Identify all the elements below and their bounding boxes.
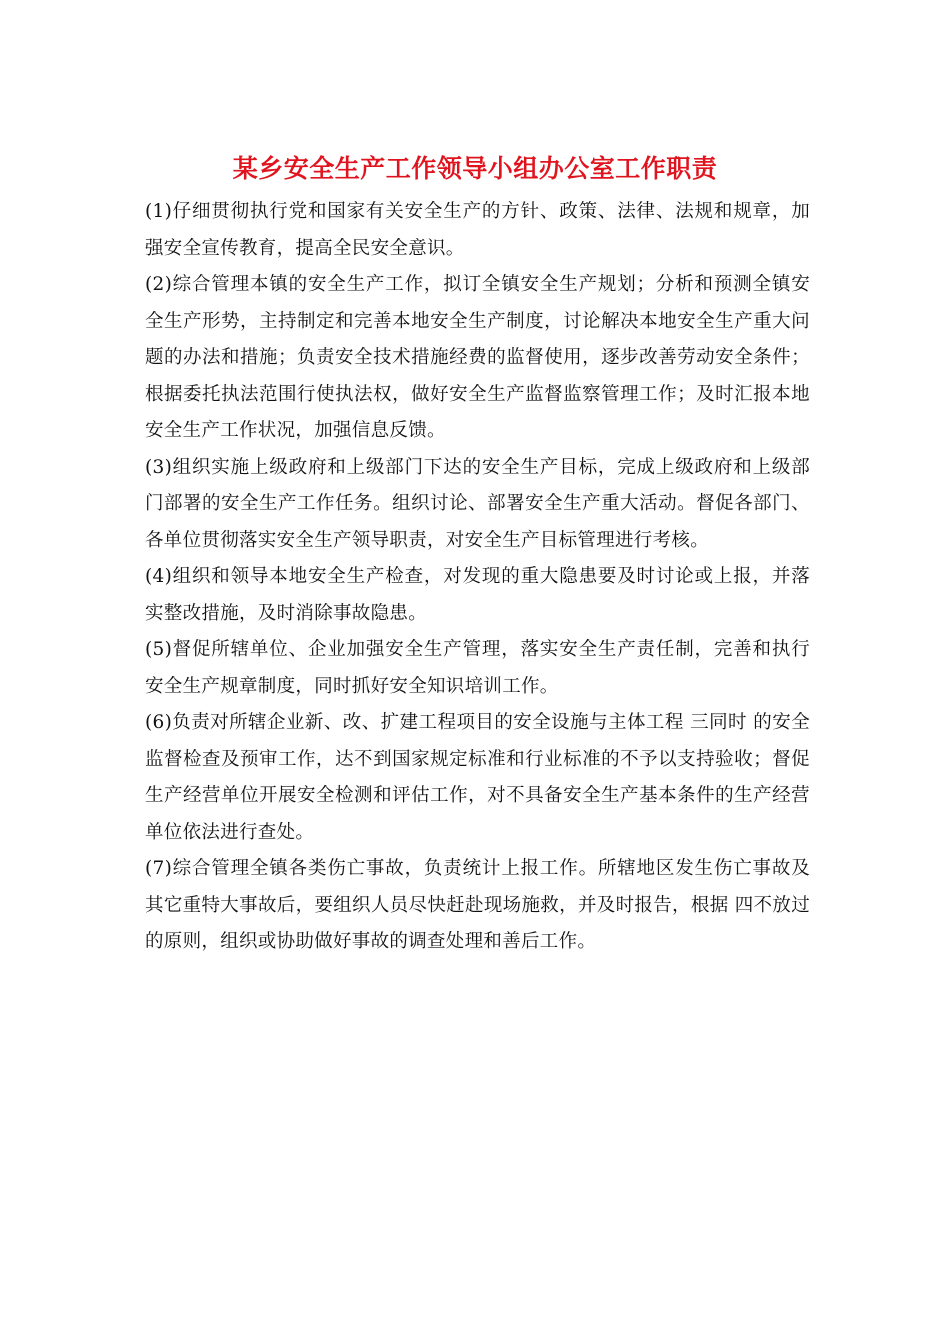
duty-paragraph-7: (7)综合管理全镇各类伤亡事故，负责统计上报工作。所辖地区发生伤亡事故及其它重特大事故后，要组织人员尽快赶赴现场施救，并及时报告，根据 四不放过 的原则，组织或协助做好事故的调查处理和善后工作。 <box>145 858 810 952</box>
duty-paragraph-6: (6)负责对所辖企业新、改、扩建工程项目的安全设施与主体工程 三同时 的安全监督检查及预审工作，达不到国家规定标准和行业标准的不予以支持验收；督促生产经营单位开展安全检测和评估工作，对不具备安全生产基本条件的生产经营单位依法进行查处。 <box>145 712 810 843</box>
duty-paragraph-4: (4)组织和领导本地安全生产检查，对发现的重大隐患要及时讨论或上报，并落实整改措施，及时消除事故隐患。 <box>145 566 810 624</box>
duty-paragraph-3: (3)组织实施上级政府和上级部门下达的安全生产目标，完成上级政府和上级部门部署的安全生产工作任务。组织讨论、部署安全生产重大活动。督促各部门、各单位贯彻落实安全生产领导职责，对安全生产目标管理进行考核。 <box>145 456 810 551</box>
document-body <box>145 194 810 961</box>
duty-paragraph-5: (5)督促所辖单位、企业加强安全生产管理，落实安全生产责任制，完善和执行安全生产规章制度，同时抓好安全知识培训工作。 <box>145 639 810 697</box>
document-title: 某乡安全生产工作领导小组办公室工作职责 <box>232 154 718 183</box>
duty-paragraph-1: (1)仔细贯彻执行党和国家有关安全生产的方针、政策、法律、法规和规章，加强安全宣传教育，提高全民安全意识。 <box>145 201 810 259</box>
duty-paragraph-2: (2)综合管理本镇的安全生产工作，拟订全镇安全生产规划；分析和预测全镇安全生产形势，主持制定和完善本地安全生产制度，讨论解决本地安全生产重大问题的办法和措施；负责安全技术措施经费的监督使用，逐步改善劳动安全条件；根据委托执法范围行使执法权，做好安全生产监督监察管理工作；及时汇报本地安全生产工作状况，加强信息反馈。 <box>145 274 810 441</box>
